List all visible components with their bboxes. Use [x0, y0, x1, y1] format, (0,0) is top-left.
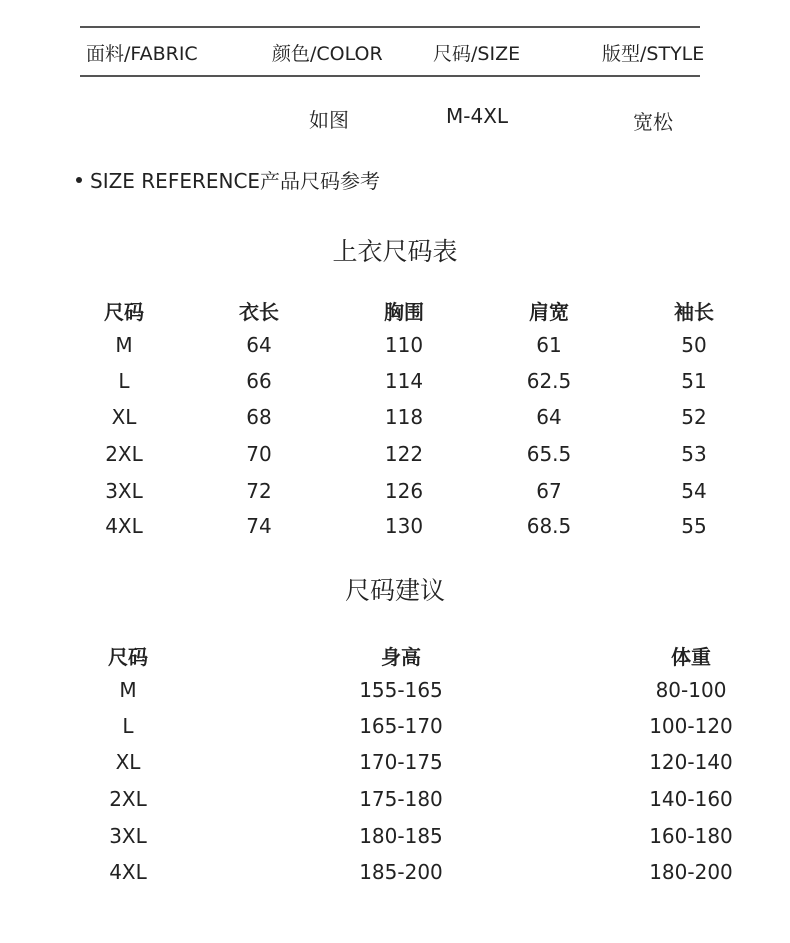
top-table-cell: 74 [246, 514, 272, 538]
top-table-cell: 52 [681, 405, 707, 429]
top-table-header-row [0, 296, 790, 332]
advice-table-row [0, 824, 790, 860]
top-table-cell: 130 [384, 514, 424, 538]
advice-table-row [0, 750, 790, 786]
top-table-title: 上衣尺码表 [332, 237, 458, 266]
advice-table-row [0, 860, 790, 896]
info-top-rule [80, 26, 700, 28]
advice-table-cell: 175-180 [359, 787, 443, 811]
size-value: M-4XL [446, 104, 509, 128]
advice-table-row [0, 714, 790, 750]
advice-table-cell: 100-120 [649, 714, 733, 738]
top-table-cell: 65.5 [526, 442, 572, 466]
top-table-cell: 2XL [105, 442, 143, 466]
advice-table-cell: 120-140 [649, 750, 733, 774]
advice-table-column-header: 体重 [671, 645, 711, 669]
advice-table-cell: 185-200 [359, 860, 443, 884]
advice-table-cell: 4XL [109, 860, 147, 884]
size-header: 尺码/SIZE [433, 43, 521, 65]
top-table-cell: 118 [384, 405, 424, 429]
advice-table-row [0, 787, 790, 823]
top-table-cell: 126 [384, 479, 424, 503]
advice-table-title: 尺码建议 [344, 576, 445, 605]
advice-table-cell: XL [115, 750, 141, 774]
advice-table-cell: 165-170 [359, 714, 443, 738]
top-table-cell: 72 [246, 479, 272, 503]
advice-table-header-row [0, 641, 790, 677]
top-table-cell: 64 [246, 333, 272, 357]
top-table-cell: 64 [536, 405, 562, 429]
info-bottom-rule [80, 75, 700, 77]
top-table-cell: 50 [681, 333, 707, 357]
advice-table-cell: 155-165 [359, 678, 443, 702]
top-table-row [0, 442, 790, 478]
bullet-icon [76, 177, 82, 183]
advice-table-cell: 160-180 [649, 824, 733, 848]
top-table-column-header: 肩宽 [529, 300, 569, 324]
advice-table-cell: M [119, 678, 137, 702]
top-table-cell: 68 [246, 405, 272, 429]
top-table-cell: 3XL [105, 479, 143, 503]
top-table-cell: 114 [384, 369, 424, 393]
top-table-cell: 4XL [105, 514, 143, 538]
top-table-row [0, 479, 790, 515]
top-table-cell: 62.5 [526, 369, 572, 393]
top-table-row [0, 333, 790, 369]
style-header: 版型/STYLE [602, 43, 705, 65]
top-table-cell: 55 [681, 514, 707, 538]
top-table-column-header: 袖长 [674, 300, 714, 324]
advice-table-cell: 170-175 [359, 750, 443, 774]
advice-table-column-header: 身高 [381, 645, 421, 669]
advice-table-cell: 180-200 [649, 860, 733, 884]
advice-table-cell: 2XL [109, 787, 147, 811]
style-value: 宽松 [633, 110, 673, 134]
top-table-row [0, 369, 790, 405]
advice-table-cell: 180-185 [359, 824, 443, 848]
top-table-cell: 68.5 [526, 514, 572, 538]
advice-table-cell: 80-100 [655, 678, 727, 702]
advice-table-cell: L [122, 714, 134, 738]
color-header: 颜色/COLOR [272, 43, 383, 65]
top-table-cell: 110 [384, 333, 424, 357]
top-table-row [0, 405, 790, 441]
top-table-cell: 54 [681, 479, 707, 503]
advice-table-cell: 3XL [109, 824, 147, 848]
top-table-cell: L [118, 369, 130, 393]
top-table-cell: 53 [681, 442, 707, 466]
advice-table-column-header: 尺码 [108, 645, 148, 669]
advice-table-row [0, 678, 790, 714]
top-table-column-header: 衣长 [239, 300, 279, 324]
top-table-cell: 51 [681, 369, 707, 393]
advice-table-cell: 140-160 [649, 787, 733, 811]
top-table-cell: 122 [384, 442, 424, 466]
top-table-column-header: 胸围 [384, 300, 424, 324]
color-value: 如图 [309, 108, 349, 132]
top-table-row [0, 514, 790, 550]
top-table-cell: 70 [246, 442, 272, 466]
top-table-cell: 61 [536, 333, 562, 357]
top-table-cell: XL [111, 405, 137, 429]
top-table-cell: M [115, 333, 133, 357]
size-reference-text: SIZE REFERENCE产品尺码参考 [90, 169, 381, 193]
size-reference-label [76, 165, 380, 194]
top-table-cell: 66 [246, 369, 272, 393]
top-table-cell: 67 [536, 479, 562, 503]
fabric-header: 面料/FABRIC [86, 43, 198, 65]
top-table-column-header: 尺码 [104, 300, 144, 324]
